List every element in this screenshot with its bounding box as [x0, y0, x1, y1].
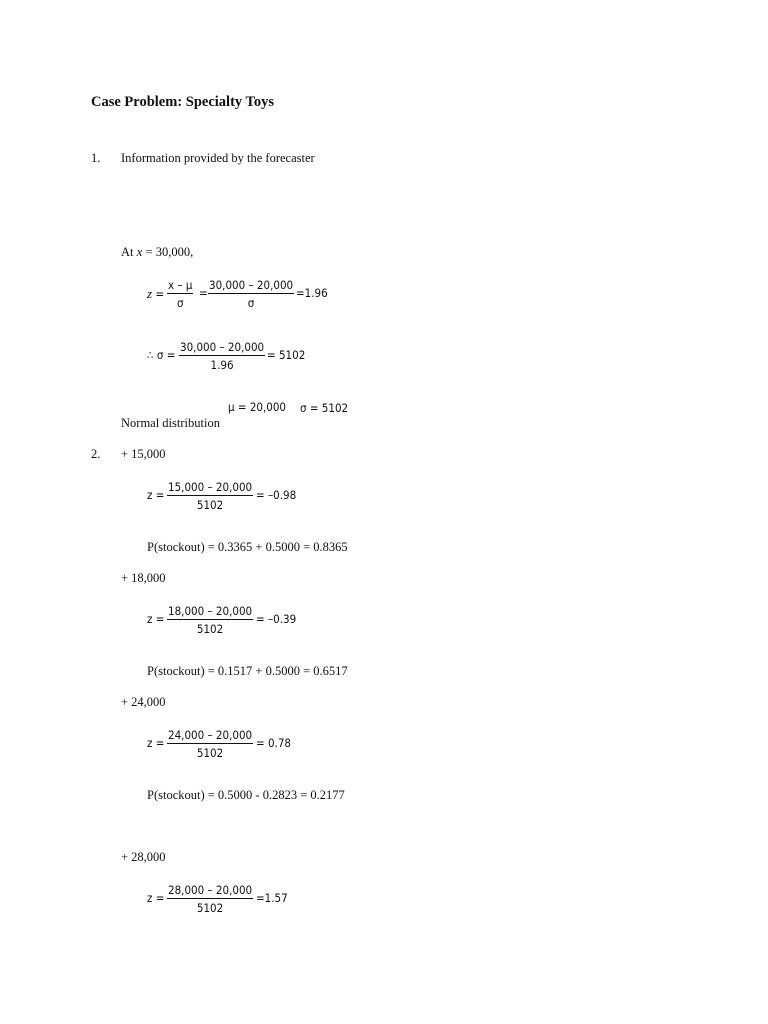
fraction-z [167, 604, 253, 636]
case-label: + 18,000 [121, 571, 166, 585]
case-label: + 24,000 [121, 695, 166, 709]
fraction-numerator: 28,000 – 20,000 [168, 883, 253, 897]
fraction-numerator: 30,000 – 20,000 [209, 278, 294, 292]
fraction-z [167, 883, 253, 915]
fraction-numerator: x – μ [168, 278, 193, 292]
equals-sign: = [199, 286, 208, 300]
page-title: Case Problem: Specialty Toys [91, 94, 274, 110]
fraction-substituted [208, 278, 294, 310]
fraction-denominator: 1.96 [210, 358, 234, 372]
z-equation-q1 [147, 286, 164, 302]
distribution-label: Normal distribution [121, 416, 220, 430]
z-prefix: z = [147, 891, 165, 905]
question-1-number: 1. [91, 151, 101, 165]
fraction-denominator: σ [247, 296, 255, 310]
therefore-sigma: ∴ σ = [147, 348, 176, 362]
fraction-denominator: 5102 [196, 746, 224, 760]
fraction-numerator: 30,000 – 20,000 [180, 340, 265, 354]
z-result: = 0.78 [256, 736, 291, 750]
z-prefix: z = [147, 612, 165, 626]
fraction-general-z [167, 278, 193, 310]
stockout-probability: P(stockout) = 0.3365 + 0.5000 = 0.8365 [147, 540, 348, 554]
sigma-value: σ = 5102 [300, 401, 349, 415]
at-x-line [121, 244, 193, 260]
fraction-z [167, 480, 253, 512]
fraction-denominator: 5102 [196, 901, 224, 915]
question-1-intro: Information provided by the forecaster [121, 151, 315, 165]
z-variable: z [147, 286, 153, 301]
fraction-numerator: 24,000 – 20,000 [168, 728, 253, 742]
mu-value: μ = 20,000 [228, 400, 287, 414]
case-label: + 15,000 [121, 447, 166, 461]
stockout-probability: P(stockout) = 0.5000 - 0.2823 = 0.2177 [147, 788, 345, 802]
stockout-probability: P(stockout) = 0.1517 + 0.5000 = 0.6517 [147, 664, 348, 678]
equals-sign: = [155, 287, 165, 301]
fraction-denominator: σ [176, 296, 184, 310]
fraction-z [167, 728, 253, 760]
z-result: = –0.39 [256, 612, 297, 626]
z-result: =1.57 [256, 891, 288, 905]
fraction-numerator: 18,000 – 20,000 [168, 604, 253, 618]
question-2-number: 2. [91, 447, 101, 461]
sigma-result: = 5102 [267, 348, 306, 362]
z-prefix: z = [147, 736, 165, 750]
fraction-sigma [179, 340, 265, 372]
z-result: =1.96 [296, 286, 328, 300]
fraction-denominator: 5102 [196, 622, 224, 636]
fraction-denominator: 5102 [196, 498, 224, 512]
at-variable: x [136, 244, 143, 259]
at-prefix: At [121, 245, 137, 259]
at-value: = 30,000, [142, 245, 194, 259]
z-prefix: z = [147, 488, 165, 502]
case-label: + 28,000 [121, 850, 166, 864]
z-result: = –0.98 [256, 488, 297, 502]
fraction-numerator: 15,000 – 20,000 [168, 480, 253, 494]
